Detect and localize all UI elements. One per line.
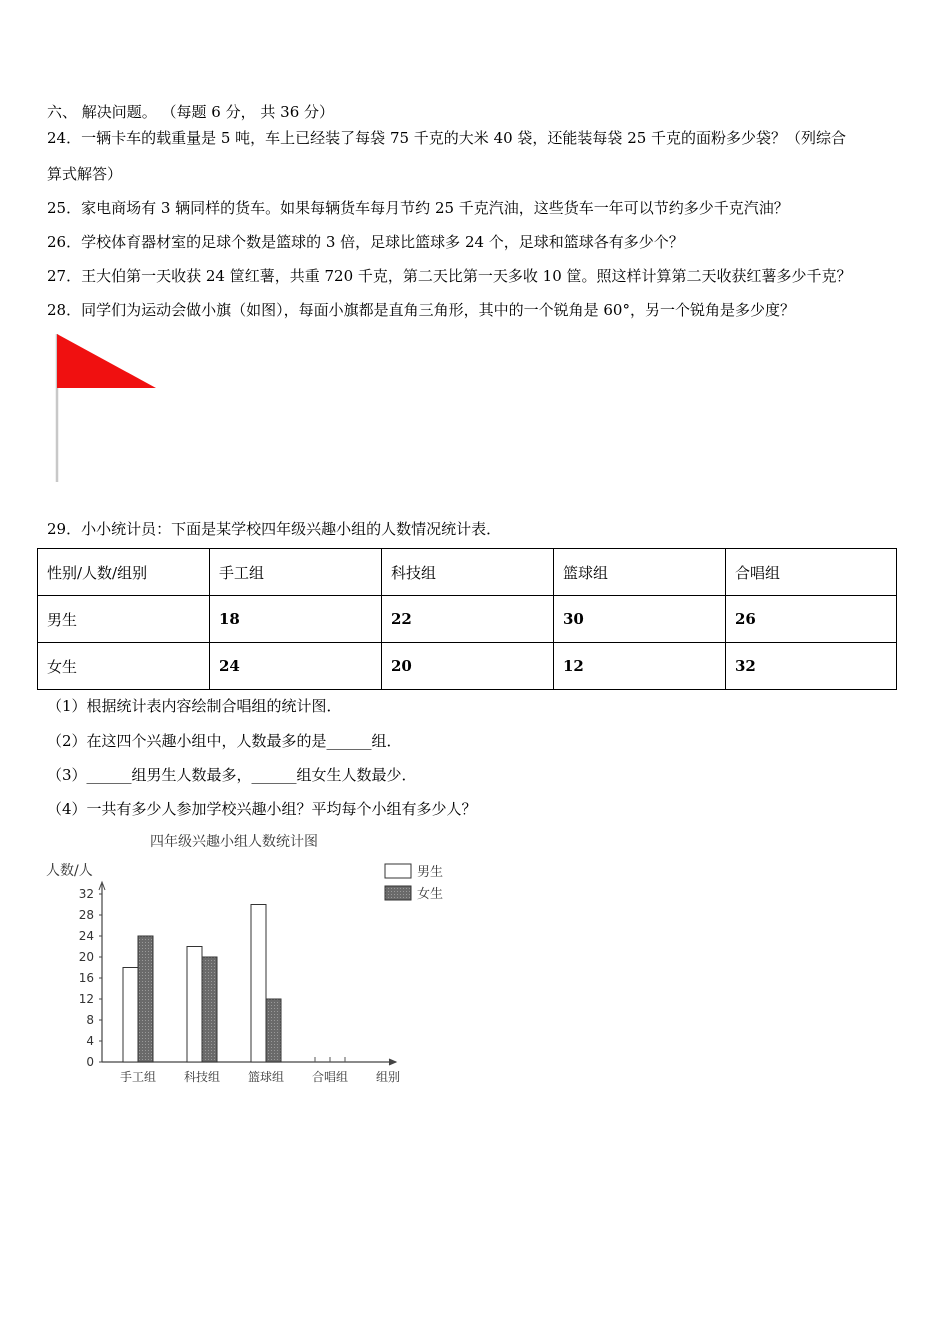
x-tick-label: 手工组	[119, 1070, 157, 1084]
bar-male	[251, 905, 266, 1063]
table-header-cell: 科技组	[382, 549, 554, 596]
statistics-table	[37, 548, 897, 690]
table-header-cell: 合唱组	[726, 549, 897, 596]
legend-swatch	[385, 864, 411, 878]
table-cell: 20	[382, 643, 554, 690]
y-tick-label: 16	[78, 971, 94, 985]
bar-female	[202, 957, 217, 1062]
flag-figure	[52, 334, 162, 484]
table-header-cell: 性别/人数/组别	[38, 549, 210, 596]
question-28	[47, 300, 795, 320]
table-row	[38, 643, 897, 690]
y-tick-label: 24	[78, 929, 94, 943]
question-number: 29．	[47, 520, 82, 538]
legend-label: 男生	[417, 865, 444, 880]
table-cell: 24	[210, 643, 382, 690]
table-header-cell: 手工组	[210, 549, 382, 596]
subquestion-1: （1）根据统计表内容绘制合唱组的统计图．	[47, 697, 342, 715]
x-tick-label: 篮球组	[247, 1070, 285, 1084]
subquestion-4: （4）一共有多少人参加学校兴趣小组？平均每个小组有多少人？	[47, 800, 477, 818]
question-text: 小小统计员：下面是某学校四年级兴趣小组的人数情况统计表．	[81, 520, 502, 538]
y-axis-label: 人数/人	[46, 863, 93, 879]
question-24	[47, 128, 846, 148]
legend-label: 女生	[417, 887, 444, 902]
table-cell: 22	[382, 596, 554, 643]
question-24-continuation: 算式解答）	[47, 165, 123, 183]
table-row	[38, 596, 897, 643]
table-cell: 30	[554, 596, 726, 643]
legend-swatch	[385, 886, 411, 900]
y-tick-label: 4	[86, 1034, 94, 1048]
flag-triangle	[57, 334, 156, 388]
question-29	[47, 519, 501, 539]
table-header-cell: 篮球组	[554, 549, 726, 596]
y-tick-label: 32	[78, 887, 94, 901]
y-tick-label: 20	[78, 950, 94, 964]
table-header-row	[38, 549, 897, 596]
x-axis-label: 组别	[376, 1070, 401, 1084]
section-heading: 六、 解决问题。 （每题 6 分， 共 36 分）	[47, 103, 335, 121]
question-text: 同学们为运动会做小旗（如图），每面小旗都是直角三角形，其中的一个锐角是 60°，另一个锐角是多少度？	[81, 301, 795, 319]
question-number: 28．	[47, 301, 82, 319]
question-number: 25．	[47, 199, 82, 217]
table-cell: 32	[726, 643, 897, 690]
question-27	[47, 266, 852, 286]
chart-marks	[123, 905, 345, 1063]
bar-male	[123, 968, 138, 1063]
table-cell: 18	[210, 596, 382, 643]
x-tick-label: 科技组	[183, 1070, 221, 1084]
y-tick-label: 12	[78, 992, 94, 1006]
table-cell: 26	[726, 596, 897, 643]
question-number: 27．	[47, 267, 82, 285]
bar-female	[266, 999, 281, 1062]
x-axis-arrow	[389, 1059, 396, 1065]
table-cell: 12	[554, 643, 726, 690]
bar-chart	[40, 825, 460, 1095]
question-number: 26．	[47, 233, 82, 251]
y-tick-label: 28	[78, 908, 94, 922]
table-cell: 女生	[38, 643, 210, 690]
x-tick-label: 合唱组	[311, 1070, 349, 1084]
bar-female	[138, 936, 153, 1062]
question-text: 学校体育器材室的足球个数是篮球的 3 倍，足球比篮球多 24 个，足球和篮球各有多少个？	[81, 233, 684, 251]
y-tick-label: 8	[86, 1013, 94, 1027]
question-26	[47, 232, 684, 252]
question-text: 一辆卡车的载重量是 5 吨，车上已经装了每袋 75 千克的大米 40 袋，还能装每袋 25 千克的面粉多少袋？（列综合	[81, 129, 847, 147]
chart-legend	[385, 864, 443, 902]
question-25	[47, 198, 789, 218]
question-number: 24．	[47, 129, 82, 147]
subquestion-3: （3）______组男生人数最多，______组女生人数最少．	[47, 766, 417, 784]
y-tick-label: 0	[86, 1055, 94, 1069]
table-cell: 男生	[38, 596, 210, 643]
bar-male	[187, 947, 202, 1063]
question-text: 王大伯第一天收获 24 筐红薯，共重 720 千克，第二天比第一天多收 10 筐。照这样计算第二天收获红薯多少千克？	[81, 267, 852, 285]
chart-title: 四年级兴趣小组人数统计图	[150, 834, 318, 850]
subquestion-2: （2）在这四个兴趣小组中，人数最多的是______组．	[47, 732, 402, 750]
question-text: 家电商场有 3 辆同样的货车。如果每辆货车每月节约 25 千克汽油，这些货车一年可以节约多少千克汽油？	[81, 199, 789, 217]
